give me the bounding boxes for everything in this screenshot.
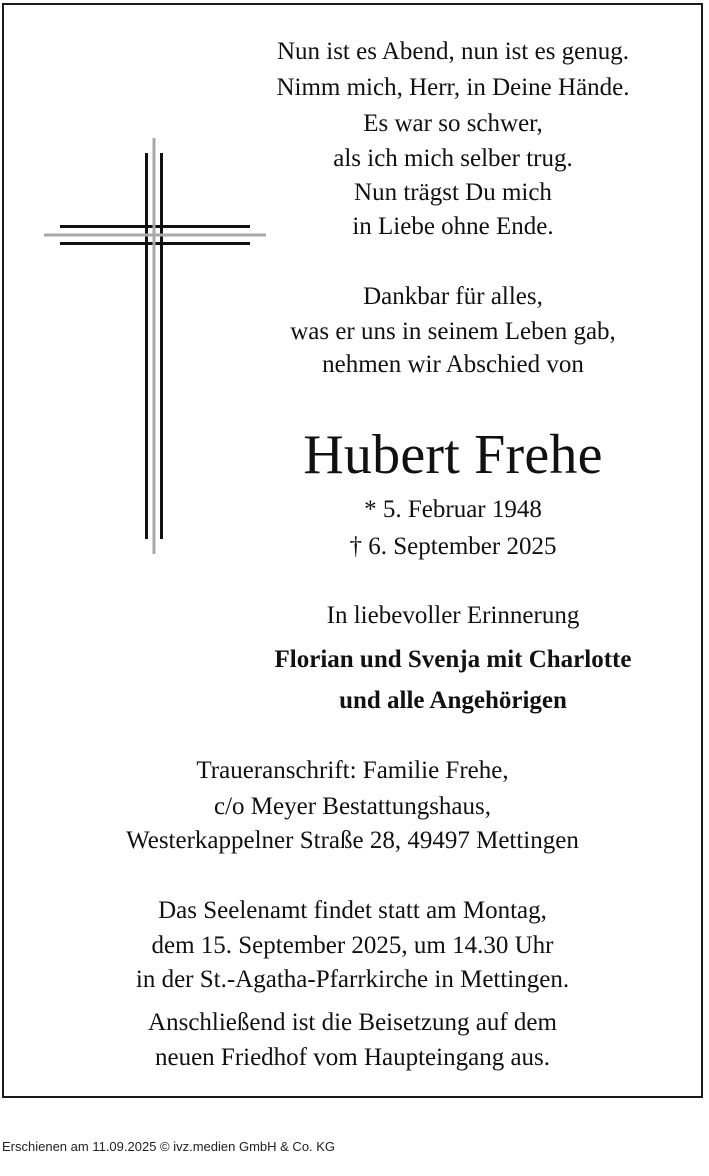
address-line: Traueranschrift: Familie Frehe, (196, 757, 509, 784)
address-line: Westerkappelner Straße 28, 49497 Mettingen (126, 827, 579, 854)
publication-footer: Erschienen am 11.09.2025 © ivz.medien GmbH & Co. KG (2, 1139, 336, 1154)
service-line: in der St.-Agatha-Pfarrkirche in Mettingen. (135, 966, 570, 993)
family-line: und alle Angehörigen (339, 687, 567, 714)
obituary-frame (2, 3, 703, 1098)
poem-line: in Liebe ohne Ende. (352, 213, 554, 240)
service-line: Das Seelenamt findet statt am Montag, (158, 897, 547, 924)
death-date: † 6. September 2025 (349, 533, 557, 560)
poem-line: Nun ist es Abend, nun ist es genug. (276, 38, 630, 65)
service-line: dem 15. September 2025, um 14.30 Uhr (151, 932, 554, 959)
address-line: c/o Meyer Bestattungshaus, (213, 793, 492, 820)
memory-line: In liebevoller Erinnerung (326, 602, 580, 629)
intro-line: was er uns in seinem Leben gab, (290, 318, 616, 345)
deceased-name: Hubert Frehe (303, 424, 603, 486)
service-line: Anschließend ist die Beisetzung auf dem (148, 1009, 557, 1036)
poem-line: Nimm mich, Herr, in Deine Hände. (276, 74, 630, 101)
poem-line: als ich mich selber trug. (333, 145, 573, 172)
poem-line: Es war so schwer, (363, 110, 543, 137)
intro-line: nehmen wir Abschied von (322, 351, 584, 378)
service-line: neuen Friedhof vom Haupteingang aus. (154, 1044, 551, 1071)
intro-line: Dankbar für alles, (363, 283, 543, 310)
family-line: Florian und Svenja mit Charlotte (274, 646, 632, 673)
birth-date: * 5. Februar 1948 (364, 496, 542, 523)
poem-line: Nun trägst Du mich (354, 179, 552, 206)
